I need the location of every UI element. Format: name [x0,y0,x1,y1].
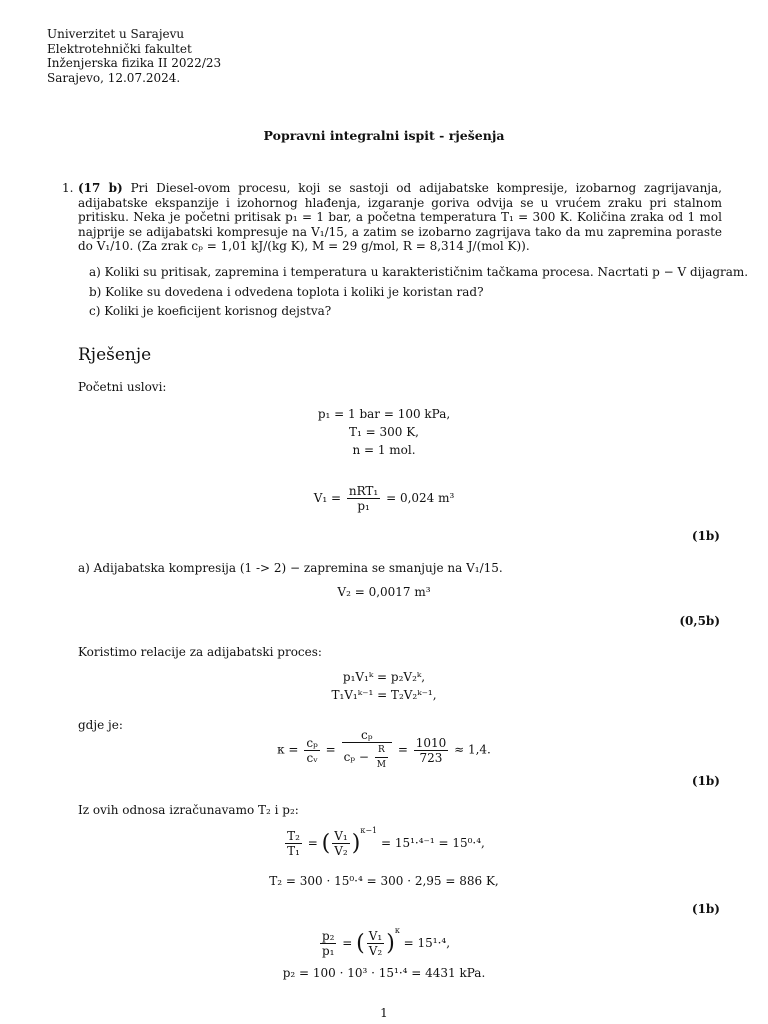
fraction-t2-t1: $\frac{\text{T₂}}{\text{T₁}}$ [287,829,300,858]
fraction-cp-cv: $\frac{\text{cₚ}}{\text{cᵥ}}$ [306,735,318,765]
points-label: (1b) [691,774,720,788]
problem-points: (17 b) [78,181,123,195]
equation-p1: p₁ = 1 bar = 100 kPa, [317,407,451,421]
fraction-v1-v2: $\frac{\text{V₁}}{\text{V₂}}$ [368,929,383,958]
fraction-1010-723: $\frac{1010}{723}$ [415,735,447,765]
header-line: Sarajevo, 12.07.2024. [47,70,181,85]
header-line: Inženjerska fizika II 2022/23 [47,56,222,70]
equation-v1: V₁ = $\frac{\text{nRT₁}}{\text{p₁}}$ = 0,024 m³ [313,484,455,513]
equation-p2: p₂ = 100 · 10³ · 15¹·⁴ = 4431 kPa. [282,966,486,980]
equation-pv: p₁V₁ᵏ = p₂V₂ᵏ, [342,670,426,684]
equation-t-ratio: $\frac{\text{T₂}}{\text{T₁}}$ = ( $\frac{\text{V₁}}{\text{V₂}}$ )$^{\kappa-1}$ = 15¹·⁴⁻¹ = 15⁰·⁴, [287,826,485,858]
subquestion-a: a) Koliki su pritisak, zapremina i temperatura u karakterističnim tačkama procesa. Nacrtati p − V dijagram. [89,265,749,279]
problem-number: 1. [62,181,74,195]
document-header [47,27,221,85]
adiabatic-equations [0,668,768,704]
equation-p-ratio: $\frac{\text{p₂}}{\text{p₁}}$ = ( $\frac{\text{V₁}}{\text{V₂}}$ )$^\kappa$ = 15¹·⁴, [321,926,451,958]
problem-body [78,181,722,254]
initial-equations [0,405,768,459]
equation-tv: T₁V₁ᵏ⁻¹ = T₂V₂ᵏ⁻¹, [331,688,437,702]
equation-n: n = 1 mol. [352,443,416,457]
fraction-r-m: $\frac{R}{M}$ [376,745,386,770]
equation-kappa: κ = $\frac{\text{cₚ}}{\text{cᵥ}}$ = cₚ cₚ − $\frac{R}{M}$ = $\frac{1010}{723}$ ≈ 1,4. [277,728,491,770]
solution-heading: Rješenje [78,345,152,365]
equation-t1: T₁ = 300 K, [349,425,419,439]
header-line: Univerzitet u Sarajevu [47,27,185,41]
header-line: Elektrotehnički fakultet [47,41,192,56]
equation-t2: T₂ = 300 · 15⁰·⁴ = 300 · 2,95 = 886 K, [269,874,499,888]
adiabatic-label: Koristimo relacije za adijabatski proces: [78,645,322,659]
gdje-label: gdje je: [78,718,123,732]
t2-p2-label: Iz ovih odnosa izračunavamo T₂ i p₂: [78,803,299,817]
page-title: Popravni integralni ispit - rješenja [263,128,505,143]
fraction-cp-cp-minus-r-m: cₚ cₚ − $\frac{R}{M}$ [342,728,392,772]
fraction-v1-v2: $\frac{\text{V₁}}{\text{V₂}}$ [334,829,348,858]
problem-text: Pri Diesel-ovom procesu, koji se sastoji od adijabatske kompresije, izobarnog zagrijavanja, adijabatske ekspanzije i izohornog hlađenja, izgaranje goriva odvija se u vrućem zraku pri stalnom pritisku. Neka je početni pritisak p₁ = 1 bar, a početna temperatura T₁ = 300 K. Količina zraka od 1 mol najprije se adijabatski kompresuje na V₁/15, a zatim se izobarno zagrijava tako da mu zapremina poraste do V₁/10. (Za zrak cₚ = 1,01 kJ/(kg K), M = 29 g/mol, R = 8,314 J/(mol K)). [78,181,722,253]
subquestion-c: c) Koliki je koeficijent korisnog dejstva? [89,304,332,318]
points-label: (1b) [691,902,720,916]
fraction-p2-p1: $\frac{\text{p₂}}{\text{p₁}}$ [321,929,335,958]
initial-conditions-label: Početni uslovi: [78,380,167,394]
page-number: 1 [380,1006,388,1020]
points-label: (0,5b) [679,614,720,628]
part-a-text: a) Adijabatska kompresija (1 -> 2) − zapremina se smanjuje na V₁/15. [78,561,503,575]
points-label: (1b) [691,529,720,543]
equation-v2: V₂ = 0,0017 m³ [337,585,431,599]
fraction-nrt-p: $\frac{\text{nRT₁}}{\text{p₁}}$ [348,484,379,513]
subquestion-b: b) Kolike su dovedena i odvedena toplota i koliki je koristan rad? [89,285,484,299]
problem-statement [62,181,722,254]
